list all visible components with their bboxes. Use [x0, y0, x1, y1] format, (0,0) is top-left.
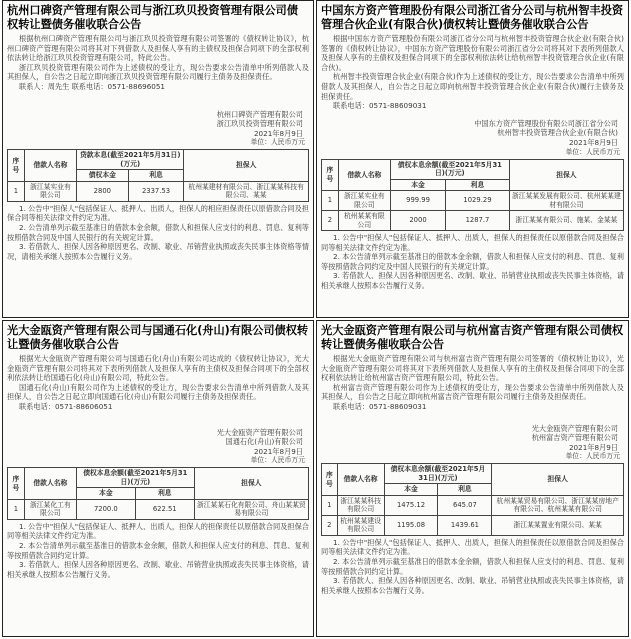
table-header: 债权本息余额(截至2021年5月31日)(万元): [390, 159, 509, 179]
signer: 中国东方资产管理股份有限公司浙江省分公司: [474, 118, 618, 128]
table-cell: 浙江某某发展有限公司、杭州某某建材有限公司: [509, 191, 623, 211]
table-cell: 2: [322, 211, 339, 231]
table-cell: 7200.0: [76, 499, 135, 519]
table-cell: 1439.61: [438, 515, 492, 535]
table-header: 担保人: [194, 468, 308, 500]
table-header: 本金: [384, 484, 438, 496]
table-header: 利息: [135, 488, 194, 500]
table-header: 序号: [8, 150, 25, 182]
table-header: 利息: [438, 484, 492, 496]
notice-date: 2021年8月9日: [568, 137, 618, 147]
table-cell: 2000: [390, 211, 445, 231]
debt-table: [321, 463, 624, 536]
table-header: 序号: [322, 464, 338, 496]
table-header: 借款人名称: [24, 468, 76, 500]
table-header: 本金: [76, 488, 135, 500]
signer: 杭州富吉资产管理有限公司: [531, 433, 618, 443]
table-row: [322, 495, 624, 515]
contact-line: 联系人：周先生 联系电话：0571-88696051: [19, 81, 166, 91]
table-cell: 浙江某实业有限公司: [338, 191, 390, 211]
notice-title: 光大金瓯资产管理有限公司与杭州富吉资产管理有限公司债权转让暨债务催收联合公告: [321, 324, 624, 351]
notice-date: 2021年8月9日: [253, 446, 303, 456]
table-row: [8, 181, 309, 201]
table-cell: 1475.12: [384, 495, 438, 515]
table-header: 本金: [390, 179, 445, 191]
table-header: 债权本金: [77, 170, 129, 182]
notice-panel-2: [316, 0, 629, 318]
notice-panel-1: [2, 0, 314, 318]
body-paragraph: 根据杭州口碑资产管理有限公司与浙江玖贝投资管理有限公司签署的《债权转让协议》，杭州口碑资产管理有限公司将其对下列借款人及担保人享有的主债权及担保合同项下的全部权利依法转让给浙江玖贝投资管理有限公司，特此公告。: [7, 34, 309, 63]
table-cell: 浙江某化工有限公司: [24, 499, 76, 519]
note-item: 3. 若借款人、担保人因各种原因更名、改制、歇业、吊销营业执照或丧失民事主体资格等情况，请相关承继人按照本公告履行义务。: [7, 242, 309, 261]
table-header: 担保人: [184, 150, 309, 182]
table-cell: 浙江某某石化有限公司、舟山某某贸易有限公司: [194, 499, 308, 519]
unit-label: 单位：人民币万元: [250, 456, 305, 465]
table-header: 序号: [322, 159, 339, 191]
note-item: 2. 本公告清单列示截至基准日的借款本金余额，借款人和担保人应支付的利息、罚息、复利等按照借款合同约定计算。: [7, 541, 309, 560]
debt-table: [7, 467, 309, 520]
table-header: 贷款本息(截至2021年5月31日)(万元): [77, 150, 184, 170]
signer: 光大金瓯资产管理有限公司: [216, 427, 303, 437]
table-row: [322, 191, 624, 211]
table-cell: 杭州某某建设有限公司: [337, 515, 384, 535]
contact-line: 联系电话：0571-88609031: [333, 401, 427, 411]
notice-date: 2021年8月9日: [253, 128, 303, 138]
note-item: 1. 公告中"担保人"包括保证人、抵押人、出质人，担保人的担保责任以原借款合同及担保合同等相关法律文件约定为准。: [321, 537, 624, 557]
note-item: 2. 本公告清单列示截至基准日的借款本金余额，借款人和担保人应支付的利息、罚息、复利等按照借款合同约定及中国人民银行的有关规定计算。: [321, 252, 624, 271]
table-header: 债权本息余额(截至2021年5月31日)(万元): [384, 464, 492, 484]
note-item: 2. 本公告清单列示截至基准日的借款本金余额，借款人和担保人应支付的利息、罚息、复利等按照借款合同约定计算。: [321, 557, 624, 576]
signer: 国通石化(舟山)有限公司: [225, 437, 303, 447]
body-paragraph: 根据光大金瓯资产管理有限公司与国通石化(舟山)有限公司达成的《债权转让协议》，光大金瓯资产管理有限公司将其对下表所列借款人及担保人享有的主债权及担保合同项下的全部权利依法转让给国通石化(舟山)有限公司，特此公告。: [7, 354, 309, 383]
notice-body: [317, 354, 628, 402]
table-header: 债权本息余额(截至2021年5月31日)(万元): [76, 468, 194, 488]
signer: 光大金瓯资产管理有限公司: [531, 423, 618, 433]
note-item: 1. 公告中"担保人"包括保证人、抵押人、出质人，担保人的相应担保责任以原借款合同及担保合同等相关法律文件约定为准。: [7, 203, 309, 223]
table-row: [8, 499, 309, 519]
unit-label: 单位：人民币万元: [565, 452, 620, 461]
table-cell: 浙江某实业有限公司: [24, 181, 76, 201]
signer: 浙江玖贝投资管理有限公司: [216, 119, 303, 129]
table-header: 担保人: [509, 159, 623, 191]
table-cell: 浙江某某置业有限公司、某某: [492, 515, 624, 535]
notice-notes: [3, 522, 313, 580]
notice-notes: [3, 204, 313, 262]
table-cell: 2337.53: [128, 181, 184, 201]
table-cell: 645.07: [438, 495, 492, 515]
table-header: 序号: [8, 468, 25, 500]
table-cell: 1: [8, 499, 25, 519]
table-cell: 1029.29: [446, 191, 510, 211]
table-header: 借款人名称: [24, 150, 76, 182]
body-paragraph: 杭州智丰投资管理合伙企业(有限合伙)作为上述债权的受让方，现公告要求公告清单中所列借款人及其担保人，自公告之日起立即向杭州智丰投资管理合伙企业(有限合伙)履行主债务及担保责任。: [321, 72, 624, 101]
unit-label: 单位：人民币万元: [565, 147, 620, 156]
table-header: 借款人名称: [337, 464, 384, 496]
note-item: 1. 公告中"担保人"包括保证人、抵押人、出质人，担保人的担保责任以原借款合同及担保合同等相关法律文件约定为准。: [321, 233, 624, 252]
notice-date: 2021年8月9日: [568, 442, 618, 452]
note-item: 3. 若借款人、担保人因各种原因更名、改制、歇业、吊销营业执照或丧失民事主体资格，请相关承继人按照本公告履行义务。: [7, 560, 309, 579]
table-cell: 浙江某某科技有限公司: [337, 495, 384, 515]
table-header: 担保人: [492, 464, 624, 496]
contact-line: 联系电话：0571-88609031: [333, 101, 427, 111]
notice-notes: [317, 233, 628, 291]
note-item: 3. 若借款人、担保人因各种原因更名、改制、歇业、吊销营业执照或丧失民事主体资格，请相关承继人按照本公告履行义务。: [321, 271, 624, 290]
notice-body: [3, 354, 313, 402]
signer: 杭州口碑资产管理有限公司: [216, 109, 303, 119]
note-item: 3. 若借款人、担保人因各种原因更名、改制、歇业、吊销营业执照或丧失民事主体资格，请相关承继人按照本公告履行义务。: [321, 576, 624, 595]
table-cell: 杭州某某贸易有限公司、浙江某某房地产有限公司、杭州某某有限公司: [492, 495, 624, 515]
body-paragraph: 浙江玖贝投资管理有限公司作为上述债权的受让方，现公告要求公告清单中所列借款人及其担保人，自公告之日起立即向浙江玖贝投资管理有限公司履行主债务及担保责任。: [7, 62, 309, 82]
notice-body: [317, 34, 628, 101]
table-cell: 杭州某建材有限公司、浙江某某科技有限公司、某某: [184, 181, 309, 201]
table-cell: 1: [8, 181, 25, 201]
table-cell: 2: [322, 515, 338, 535]
table-cell: 1287.7: [446, 211, 510, 231]
contact-line: 联系电话：0571-88606051: [19, 401, 113, 411]
table-cell: 999.99: [390, 191, 445, 211]
body-paragraph: 根据光大金瓯资产管理有限公司与杭州富吉资产管理有限公司签署的《债权转让协议》，光大金瓯资产管理有限公司将其对下表所列借款人及担保人享有的主债权及担保合同项下的全部权利依法转让给杭州富吉资产管理有限公司，特此公告。: [321, 354, 624, 383]
notice-title: 中国东方资产管理股份有限公司浙江省分公司与杭州智丰投资管理合伙企业(有限合伙)债权转让暨债务催收联合公告: [321, 4, 624, 31]
table-cell: 1: [322, 191, 339, 211]
table-cell: 浙江某某有限公司、施某、金某某: [509, 211, 623, 231]
debt-table: [7, 149, 309, 202]
signer: 杭州智丰投资管理合伙企业(有限合伙): [497, 128, 618, 138]
body-paragraph: 根据中国东方资产管理股份有限公司浙江省分公司与杭州智丰投资管理合伙企业(有限合伙)签署的《债权转让协议》，中国东方资产管理股份有限公司浙江省分公司将其对下表所列借款人及担保人享有的主债权及担保合同项下的全部权利依法转让给杭州智丰投资管理合伙企业(有限合伙)。: [321, 34, 624, 72]
notice-body: [3, 34, 313, 82]
note-item: 2. 公告清单列示截至基准日的借款本金余额，借款人和担保人应支付的利息、罚息、复利等按照借款合同及中国人民银行的有关规定计算。: [7, 223, 309, 242]
notice-title: 杭州口碑资产管理有限公司与浙江玖贝投资管理有限公司债权转让暨债务催收联合公告: [7, 4, 298, 31]
notice-panel-4: [316, 320, 629, 637]
debt-table: [321, 159, 624, 232]
table-header: 利息: [128, 170, 184, 182]
table-header: 利息: [446, 179, 510, 191]
table-cell: 1: [322, 495, 338, 515]
table-cell: 622.51: [135, 499, 194, 519]
table-row: [322, 515, 624, 535]
table-cell: 1195.08: [384, 515, 438, 535]
table-header: 借款人名称: [338, 159, 390, 191]
table-cell: 杭州某某有限公司: [338, 211, 390, 231]
notice-notes: [317, 538, 628, 596]
notice-panel-3: [2, 320, 314, 637]
table-cell: 2800: [77, 181, 129, 201]
table-row: [322, 211, 624, 231]
notice-title: 光大金瓯资产管理有限公司与国通石化(舟山)有限公司债权转让暨债务催收联合公告: [7, 324, 309, 351]
unit-label: 单位：人民币万元: [250, 138, 305, 147]
body-paragraph: 国通石化(舟山)有限公司作为上述债权的受让方，现公告要求公告清单中所列借款人及其担保人，自公告之日起立即向国通石化(舟山)有限公司履行主债务及担保责任。: [7, 382, 309, 402]
body-paragraph: 杭州富吉资产管理有限公司作为上述债权的受让方，现公告要求公告清单中所列借款人及其担保人，自公告之日起立即向杭州富吉资产管理有限公司履行主债务及担保责任。: [321, 382, 624, 402]
note-item: 1. 公告中"担保人"包括保证人、抵押人、出质人，担保人的担保责任以原借款合同及担保合同等相关法律文件约定为准。: [7, 521, 309, 541]
